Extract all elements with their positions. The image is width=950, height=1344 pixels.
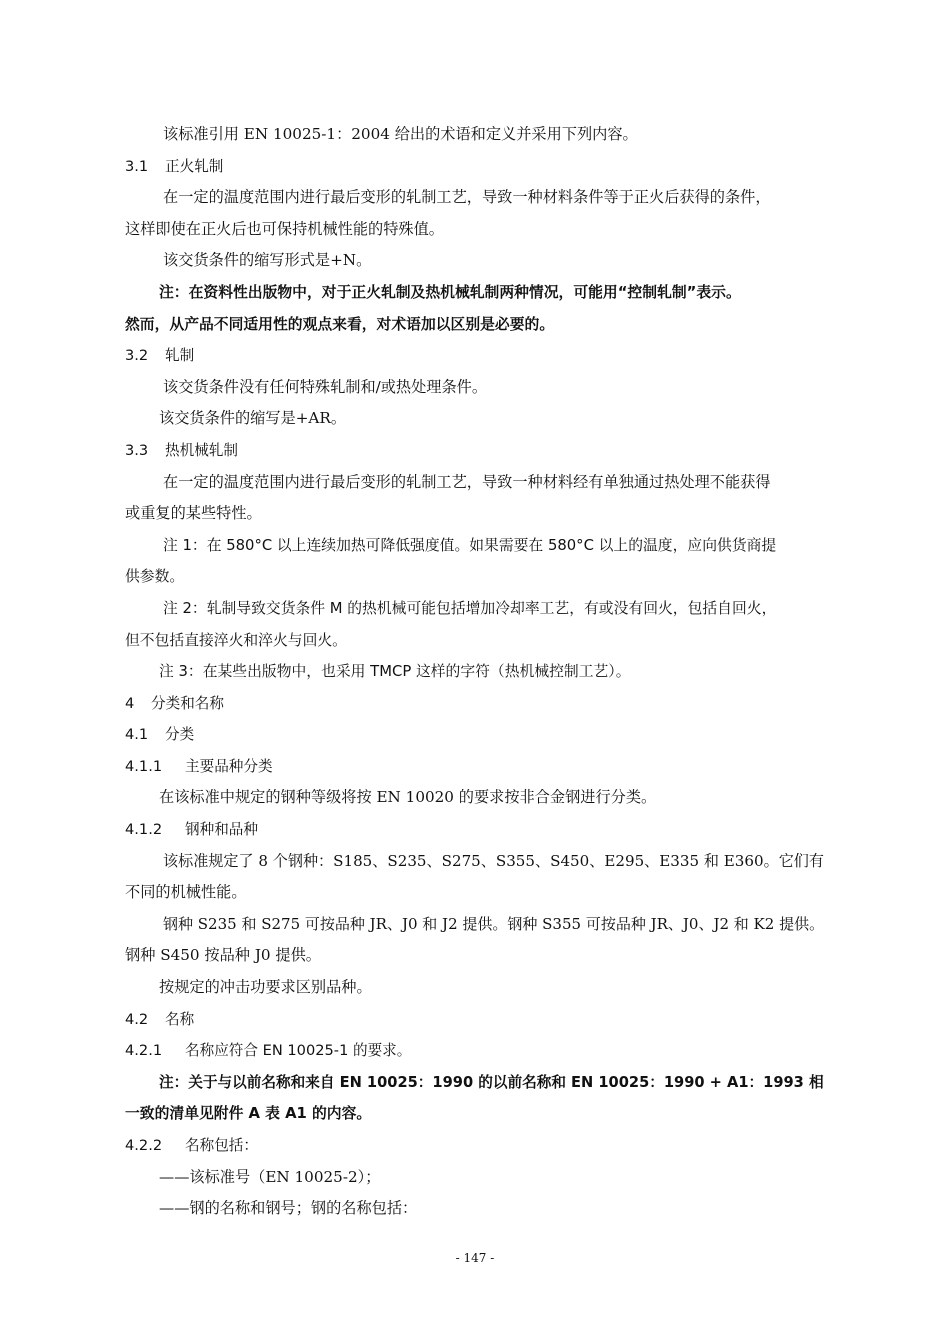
- section-heading-4-1: [125, 719, 827, 751]
- paragraph-continuation: 或重复的某些特性。: [125, 504, 262, 523]
- section-number: 3.3: [125, 441, 149, 459]
- section-heading-4-2-1: [125, 1035, 827, 1067]
- paragraph: 该标准引用 EN 10025-1：2004 给出的术语和定义并采用下列内容。: [163, 125, 638, 143]
- paragraph: 按规定的冲击功要求区别品种。: [159, 978, 372, 997]
- page-number: - 147 -: [455, 1251, 495, 1265]
- section-number: 3.2: [125, 347, 149, 365]
- section-heading-4-1-2: [125, 814, 827, 846]
- section-title: 名称包括：: [185, 1137, 258, 1154]
- section-heading-4-2: [125, 1004, 827, 1036]
- section-heading-4-2-2: [125, 1130, 827, 1162]
- section-number: 3.1: [125, 157, 149, 175]
- list-item: ——钢的名称和钢号；钢的名称包括：: [159, 1199, 418, 1218]
- paragraph: 该标准规定了 8 个钢种：S185、S235、S275、S355、S450、E295、E335 和 E360。它们有: [163, 851, 824, 870]
- section-title: 热机械轧制: [165, 441, 238, 459]
- paragraph: 该交货条件的缩写是+AR。: [159, 409, 347, 428]
- section-number: 4.2.1: [125, 1042, 163, 1060]
- paragraph: 在一定的温度范围内进行最后变形的轧制工艺，导致一种材料条件等于正火后获得的条件，: [163, 188, 771, 207]
- paragraph: 钢种 S235 和 S275 可按品种 JR、J0 和 J2 提供。钢种 S355 可按品种 JR、J0、J2 和 K2 提供。: [163, 914, 825, 933]
- paragraph: 在该标准中规定的钢种等级将按 EN 10020 的要求按非合金钢进行分类。: [159, 788, 657, 807]
- paragraph-continuation: 钢种 S450 按品种 J0 提供。: [125, 946, 321, 965]
- section-number: 4.1: [125, 726, 149, 744]
- section-title: 分类: [165, 726, 195, 744]
- note-continuation: 一致的清单见附件 A 表 A1 的内容。: [125, 1105, 372, 1123]
- note: 注：在资料性出版物中，对于正火轧制及热机械轧制两种情况，可能用“控制轧制”表示。: [159, 283, 741, 301]
- note-continuation: 供参数。: [125, 568, 185, 586]
- section-title: 名称: [165, 1010, 195, 1028]
- note: 注：关于与以前名称和来自 EN 10025：1990 的以前名称和 EN 10025：1990 + A1：1993 相: [159, 1073, 824, 1091]
- section-heading-3-3: [125, 435, 827, 467]
- section-title: 主要品种分类: [185, 757, 273, 775]
- paragraph-continuation: 不同的机械性能。: [125, 883, 247, 902]
- section-heading-3-1: [125, 151, 827, 183]
- note-continuation: 然而，从产品不同适用性的观点来看，对术语加以区别是必要的。: [125, 315, 555, 333]
- page-body: [125, 119, 827, 1225]
- note: 注 3：在某些出版物中，也采用 TMCP 这样的字符（热机械控制工艺）。: [159, 663, 631, 681]
- note-continuation: 但不包括直接淬火和淬火与回火。: [125, 631, 347, 649]
- note: 注 1：在 580°C 以上连续加热可降低强度值。如果需要在 580°C 以上的温度，应向供货商提: [163, 536, 777, 554]
- section-number: 4.2: [125, 1010, 149, 1028]
- list-item: ——该标准号（EN 10025-2）；: [159, 1167, 381, 1186]
- paragraph-continuation: 这样即使在正火后也可保持机械性能的特殊值。: [125, 219, 444, 238]
- section-heading-4-1-1: [125, 751, 827, 783]
- paragraph: 该交货条件没有任何特殊轧制和/或热处理条件。: [163, 377, 488, 396]
- paragraph: 在一定的温度范围内进行最后变形的轧制工艺，导致一种材料经有单独通过热处理不能获得: [163, 472, 771, 491]
- section-number: 4.1.1: [125, 757, 163, 775]
- section-number: 4.1.2: [125, 821, 163, 839]
- section-heading-3-2: [125, 340, 827, 372]
- section-title: 正火轧制: [165, 157, 224, 175]
- section-number: 4.2.2: [125, 1137, 163, 1154]
- section-title: 名称应符合 EN 10025-1 的要求。: [185, 1042, 412, 1060]
- section-title: 轧制: [165, 347, 195, 365]
- note: 注 2：轧制导致交货条件 M 的热机械可能包括增加冷却率工艺，有或没有回火，包括自回火，: [163, 599, 777, 617]
- section-title: 钢种和品种: [185, 821, 258, 839]
- section-number: 4: [125, 694, 135, 712]
- paragraph: 该交货条件的缩写形式是+N。: [163, 251, 372, 270]
- section-title: 分类和名称: [151, 694, 224, 712]
- section-heading-4: [125, 688, 827, 720]
